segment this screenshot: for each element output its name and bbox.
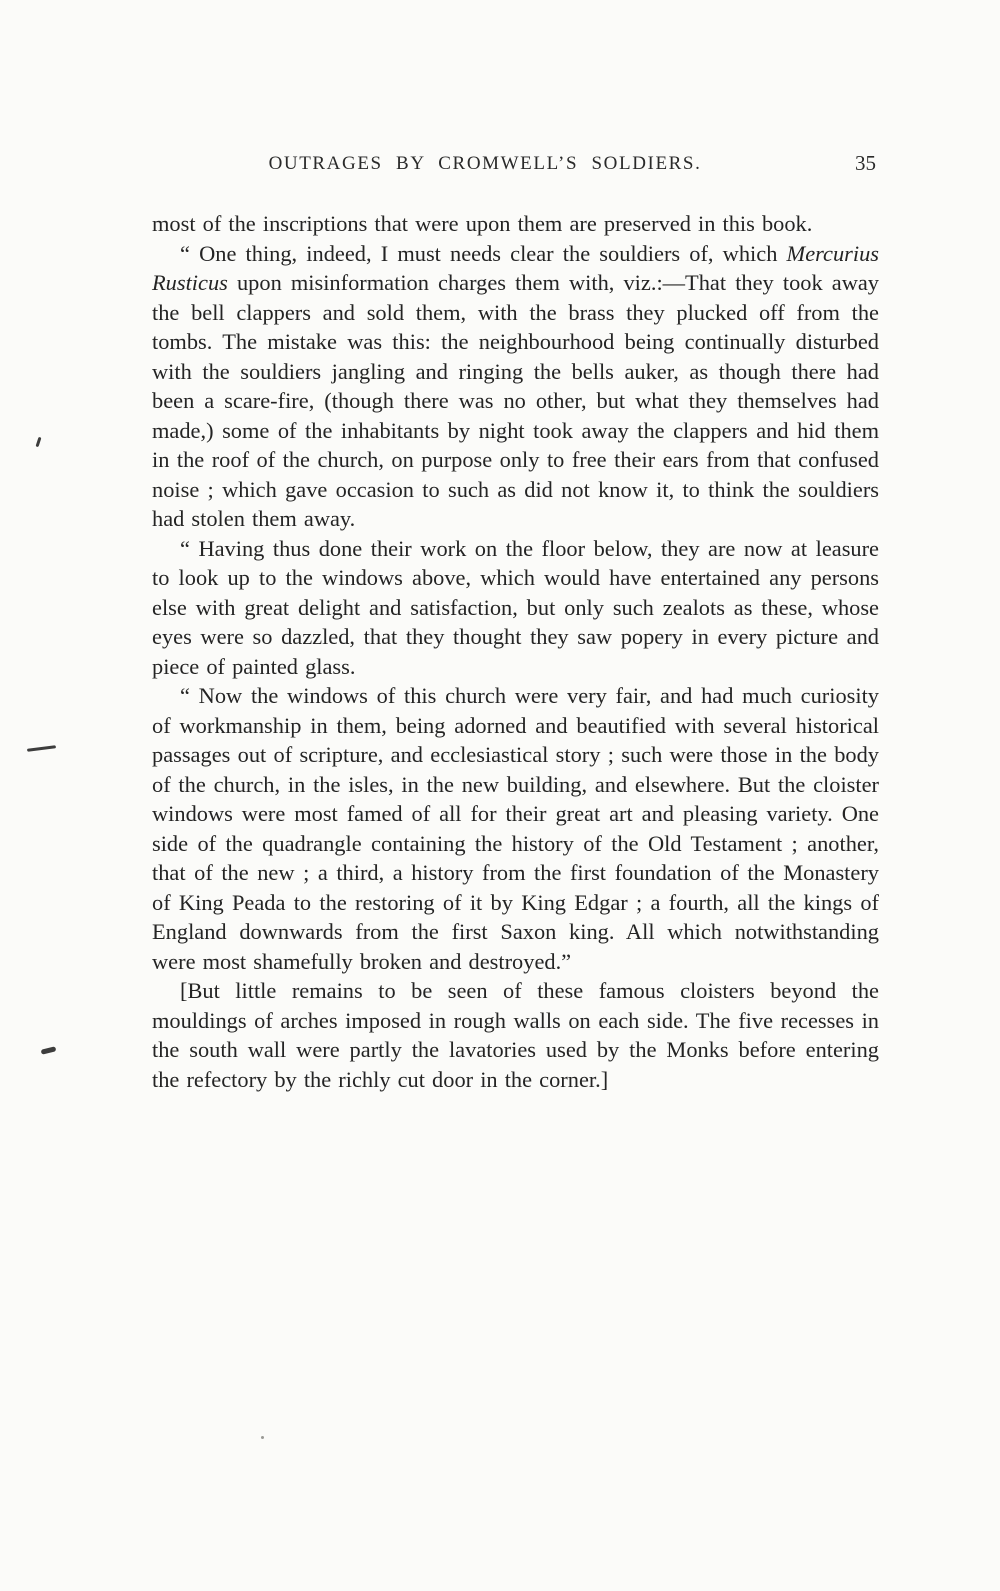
running-header bbox=[152, 153, 878, 179]
margin-pen-mark bbox=[36, 437, 42, 447]
page-number: 35 bbox=[855, 151, 876, 175]
scan-speck bbox=[261, 1436, 264, 1439]
text-segment: most of the inscriptions that were upon them are preserved in this book. bbox=[152, 211, 813, 236]
paragraph bbox=[152, 976, 879, 1094]
page-title: OUTRAGES BY CROMWELL’S SOLDIERS. bbox=[268, 153, 702, 174]
margin-pen-mark bbox=[41, 1046, 57, 1054]
paragraph bbox=[152, 681, 879, 976]
text-segment: [But little remains to be seen of these famous cloisters beyond the mouldings of arches imposed in rough walls on each side. The five recesses in the south wall were partly the lavatories used by the Monks before entering the refectory by the richly cut door in the corner.] bbox=[152, 978, 879, 1092]
text-segment: “ Having thus done their work on the floor below, they are now at leasure to look up to the windows above, which would have entertained any persons else with great delight and satisfaction, but only such zealots as these, whose eyes were so dazzled, that they thought they saw popery in every picture and piece of painted glass. bbox=[152, 535, 879, 679]
paragraph bbox=[152, 239, 879, 534]
text-segment: “ One thing, indeed, I must needs clear the souldiers of, which bbox=[180, 240, 787, 266]
text-segment: upon misinformation charges them with, viz.:—That they took away the bell clappers and sold them, with the brass they plucked off from the tombs. The mistake was this: the neighbourhood being continually disturbed with the souldiers jangling and ringing the bells auker, as though there had been a scare-fire, (though there was no other, but what they themselves had made,) some of the inhabitants by night took away the clappers and hid them in the roof of the church, on purpose only to free their ears from that confused noise ; which gave occasion to such as did not know it, to think the souldiers had stolen them away. bbox=[152, 270, 879, 531]
paragraph bbox=[152, 534, 879, 682]
margin-pen-mark bbox=[27, 745, 56, 752]
text-segment: “ Now the windows of this church were very fair, and had much curiosity of workmanship in them, being adorned and beautified with several historical passages out of scripture, and ecclesiastical story ; such were those in the body of the church, in the isles, in the new building, and elsewhere. But the cloister windows were most famed of all for their great art and pleasing variety. One side of the quadrangle containing the history of the Old Testament ; another, that of the new ; a third, a history from the first foundation of the Monastery of King Peada to the restoring of it by King Edgar ; a fourth, all the kings of England downwards from the first Saxon king. All which notwithstanding were most shamefully broken and destroyed.” bbox=[152, 683, 879, 974]
paragraph bbox=[152, 209, 879, 239]
italic-text: Mercurius Rusticus bbox=[152, 240, 879, 295]
page-body bbox=[152, 209, 879, 1094]
